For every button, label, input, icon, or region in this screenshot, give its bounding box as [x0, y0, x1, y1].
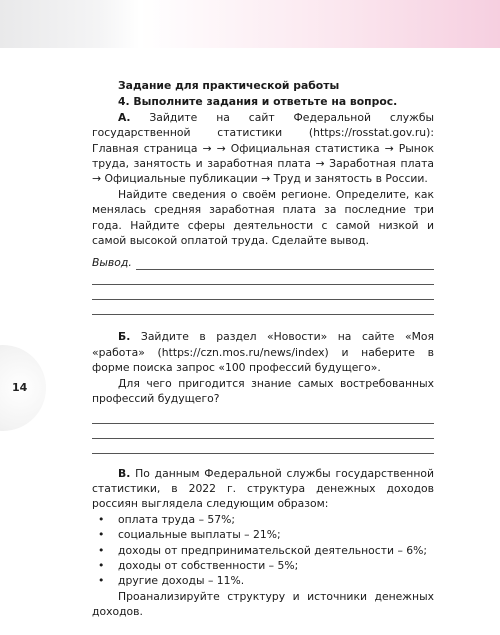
conclusion-answer-line[interactable] — [92, 254, 434, 270]
answer-line[interactable] — [92, 424, 434, 439]
part-a-label: А. — [118, 110, 131, 124]
task-4-title: 4. Выполните задания и ответьте на вопрос. — [118, 95, 398, 109]
answer-line[interactable] — [92, 270, 434, 285]
part-c-conclusion: Проанализируйте структуру и источники денежных доходов. — [92, 589, 434, 619]
part-b-question: Для чего пригодится знание самых востребованных профессий будущего? — [92, 376, 434, 406]
practice-heading: Задание для практической работы — [118, 79, 340, 92]
worksheet-content — [92, 78, 434, 620]
list-item: • другие доходы – 11%. — [92, 573, 434, 588]
list-item: • доходы от предпринимательской деятельности – 6%; — [92, 543, 434, 558]
part-b-label: Б. — [118, 330, 131, 344]
answer-line[interactable] — [92, 409, 434, 424]
part-a-instruction: А. Зайдите на сайт Федеральной службы государственной статистики (https://rosstat.gov.ru): Главная страница → → Официальная статистика → Рынок труда, занятость и заработная плата → Заработная плата → Официальные публикации → Труд и занятость в России. — [92, 110, 434, 186]
header-band-gray — [0, 0, 140, 48]
list-item: • оплата труда – 57%; — [92, 512, 434, 527]
part-c-label: В. — [118, 466, 131, 480]
income-structure-list — [92, 512, 434, 589]
conclusion-label: Вывод. — [92, 256, 132, 270]
part-a-question: Найдите сведения о своём регионе. Определите, как менялась средняя заработная плата за последние три года. Найдите сферы деятельности с самой низкой и самой высокой оплатой труда. Сделайте вывод. — [92, 187, 434, 248]
answer-line[interactable] — [92, 300, 434, 315]
page-number: 14 — [12, 381, 28, 394]
part-b-instruction: Б. Зайдите в раздел «Новости» на сайте «Моя «работа» (https://czn.mos.ru/news/index) и наберите в форме поиска запрос «100 профессий будущего». — [92, 330, 434, 375]
answer-line[interactable] — [92, 285, 434, 300]
header-band-pink — [140, 0, 500, 48]
list-item: • социальные выплаты – 21%; — [92, 527, 434, 542]
list-item: • доходы от собственности – 5%; — [92, 558, 434, 573]
part-c-intro: В. По данным Федеральной службы государственной статистики, в 2022 г. структура денежных доходов россиян выглядела следующим образом: — [92, 466, 434, 511]
answer-line[interactable] — [92, 439, 434, 454]
